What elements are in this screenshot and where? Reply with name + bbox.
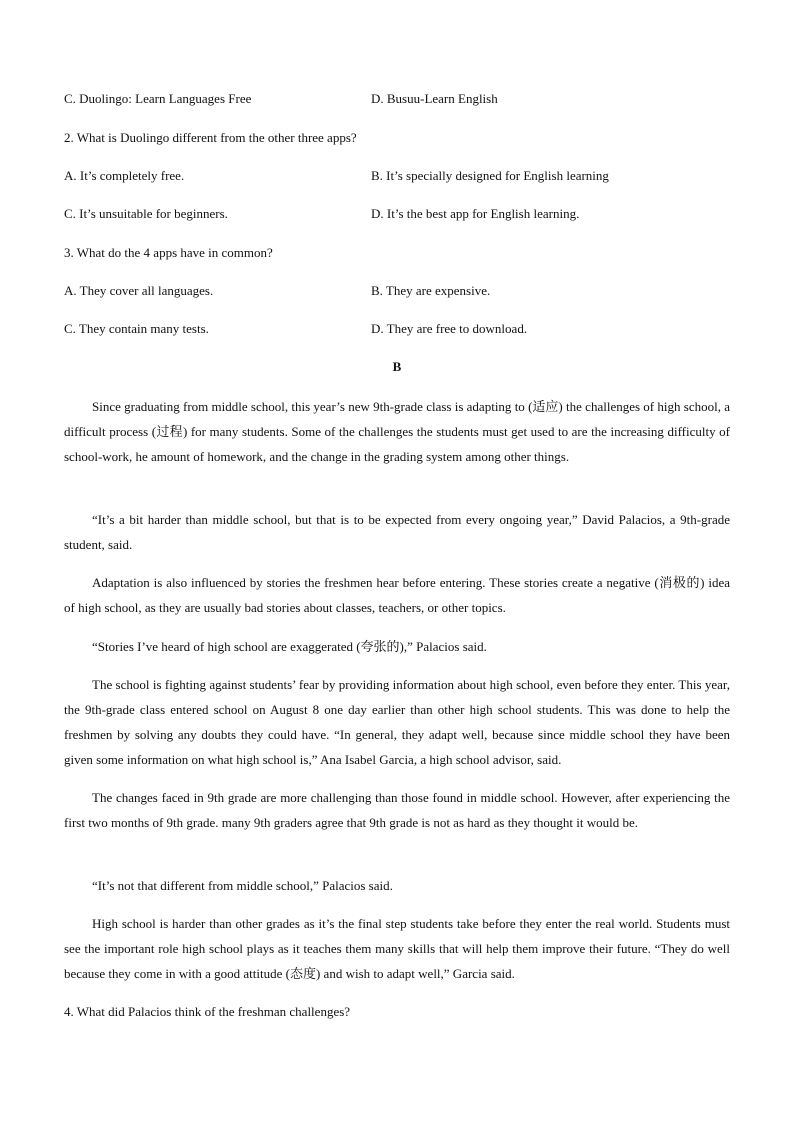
- passage-paragraph: The school is fighting against students’ fear by providing information about high school, even before they enter. This year, the 9th-grade class entered school on August 8 one day earlier than other high school students. This was done to help the freshmen by solving any doubts they could have. “In general, they adapt well, because since middle school they have been given some information on what high school is,” Ana Isabel Garcia, a high school advisor, said.: [64, 677, 730, 767]
- passage-paragraph: Adaptation is also influenced by stories the freshmen hear before entering. These stories create a negative (消极的) idea of high school, as they are usually bad stories about classes, teachers, or other topics.: [64, 575, 730, 615]
- q2-options-row-ab: [64, 166, 730, 186]
- q2-stem: 2. What is Duolingo different from the other three apps?: [64, 130, 357, 145]
- q2-option-c[interactable]: C. It’s unsuitable for beginners.: [64, 206, 228, 221]
- passage-paragraph: “It’s not that different from middle school,” Palacios said.: [92, 878, 393, 893]
- q3-option-c[interactable]: C. They contain many tests.: [64, 321, 209, 336]
- q2-option-a[interactable]: A. It’s completely free.: [64, 168, 185, 183]
- passage-paragraph: “Stories I’ve heard of high school are exaggerated (夸张的),” Palacios said.: [92, 639, 487, 654]
- q2-options-row-cd: [64, 204, 730, 224]
- q1-option-c[interactable]: C. Duolingo: Learn Languages Free: [64, 91, 252, 106]
- q1-options-row-cd: [64, 89, 730, 109]
- q3-option-d[interactable]: D. They are free to download.: [371, 321, 528, 336]
- passage-paragraph: High school is harder than other grades as it’s the final step students take before they enter the real world. Students must see the important role high school plays as it teaches them many skills that will help them improve their future. “They do well because they come in with a good attitude (态度) and wish to adapt well,” Garcia said.: [64, 916, 730, 981]
- q2-option-b[interactable]: B. It’s specially designed for English learning: [371, 168, 609, 183]
- passage-paragraph: “It’s a bit harder than middle school, but that is to be expected from every ongoing year,” David Palacios, a 9th-grade student, said.: [64, 512, 730, 552]
- q3-stem: 3. What do the 4 apps have in common?: [64, 245, 273, 260]
- passage-paragraph: The changes faced in 9th grade are more challenging than those found in middle school. However, after experiencing the first two months of 9th grade. many 9th graders agree that 9th grade is not as hard as they thought it would be.: [64, 790, 730, 830]
- q3-option-a[interactable]: A. They cover all languages.: [64, 283, 214, 298]
- q4-stem: 4. What did Palacios think of the freshman challenges?: [64, 1004, 351, 1019]
- q3-options-row-ab: [64, 281, 730, 301]
- passage-paragraph: Since graduating from middle school, this year’s new 9th-grade class is adapting to (适应) the challenges of high school, a difficult process (过程) for many students. Some of the challenges the students must get used to are the increasing difficulty of school-work, he amount of homework, and the change in the grading system among other things.: [64, 399, 730, 464]
- q3-option-b[interactable]: B. They are expensive.: [371, 283, 491, 298]
- section-b-title: B: [392, 359, 402, 374]
- q2-option-d[interactable]: D. It’s the best app for English learning.: [371, 206, 580, 221]
- q3-options-row-cd: [64, 319, 730, 339]
- q1-option-d[interactable]: D. Busuu-Learn English: [371, 91, 498, 106]
